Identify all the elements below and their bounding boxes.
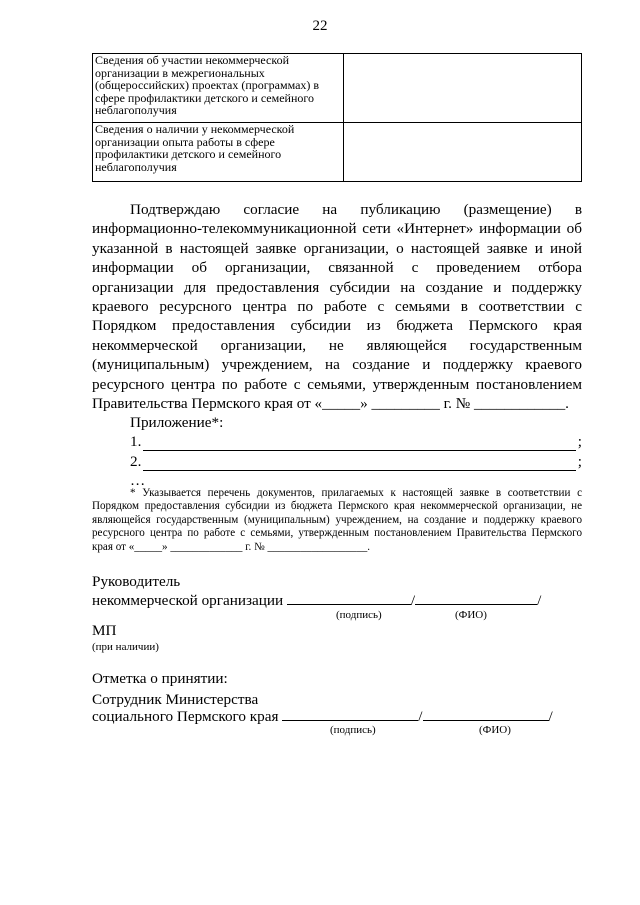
table-row — [93, 54, 582, 123]
appendix-item-end: ; — [577, 433, 582, 450]
info-table — [92, 53, 582, 182]
page-number: 22 — [312, 18, 328, 34]
stamp-label: МП — [92, 622, 117, 639]
signature-head-line1: Руководитель — [92, 573, 181, 590]
table-cell-value[interactable] — [344, 123, 582, 182]
table-cell-label: Сведения о наличии у некоммерческой организации опыта работы в сфере профилактики детского и семейного неблагополучия — [93, 123, 344, 182]
signature-end: / — [548, 708, 553, 725]
signature-field[interactable] — [282, 707, 418, 721]
signature-caption: (подпись) — [336, 609, 382, 621]
appendix-item-number: 1. — [130, 433, 142, 450]
signature-end: / — [537, 592, 542, 609]
acceptance-title: Отметка о принятии: — [92, 670, 228, 687]
appendix-item-number: 2. — [130, 453, 142, 470]
signature-separator: / — [410, 592, 416, 609]
stamp-note: (при наличии) — [92, 641, 159, 653]
appendix-item[interactable] — [130, 433, 582, 451]
signature-field[interactable] — [287, 591, 411, 605]
footnote: * Указывается перечень документов, прилагаемых к настоящей заявке в соответствии с Порядком предоставления субсидии из бюджета Пермского края некоммерческой организации, не являющейся государственным (муниципальным) учреждением, на создание и поддержку краевого ресурсного центра по работе с семьями, утвержденным постановлением Правительства Пермского края от «_____» _____________ г. № __________________. — [92, 487, 582, 553]
acceptance-row — [92, 707, 553, 725]
appendix-item[interactable] — [130, 453, 582, 471]
acceptance-line1: Сотрудник Министерства — [92, 691, 259, 708]
appendix-heading: Приложение*: — [130, 414, 224, 431]
signature-caption: (подпись) — [330, 724, 376, 736]
table-cell-value[interactable] — [344, 54, 582, 123]
name-field[interactable] — [415, 591, 537, 605]
name-field[interactable] — [423, 707, 549, 721]
name-caption: (ФИО) — [479, 724, 511, 736]
appendix-ellipsis: … — [130, 472, 146, 489]
acceptance-line2: социального Пермского края — [92, 708, 279, 725]
appendix-item-end: ; — [577, 453, 582, 470]
signature-head-line2: некоммерческой организации — [92, 592, 284, 609]
signature-head-row — [92, 591, 541, 609]
signature-separator: / — [418, 708, 423, 725]
name-caption: (ФИО) — [455, 609, 487, 621]
appendix-item-line — [143, 456, 575, 471]
consent-paragraph: Подтверждаю согласие на публикацию (размещение) в информационно-телекоммуникационной сети «Интернет» информации об указанной в настоящей заявке организации, о настоящей заявке и иной информации об организации, связанной с проведением отбора организации для предоставления субсидии на создание и поддержку краевого ресурсного центра по работе с семьями в соответствии с Порядком предоставления субсидии из бюджета Пермского края некоммерческой организации, не являющейся государственным (муниципальным) учреждением, на создание и поддержку краевого ресурсного центра по работе с семьями, утвержденным постановлением Правительства Пермского края от «_____» _________ г. № ____________. — [92, 201, 582, 413]
table-row — [93, 123, 582, 182]
table-cell-label: Сведения об участии некоммерческой организации в межрегиональных (общероссийских) проектах (программах) в сфере профилактики детского и семейного неблагополучия — [93, 54, 344, 123]
appendix-item-line — [143, 436, 575, 451]
